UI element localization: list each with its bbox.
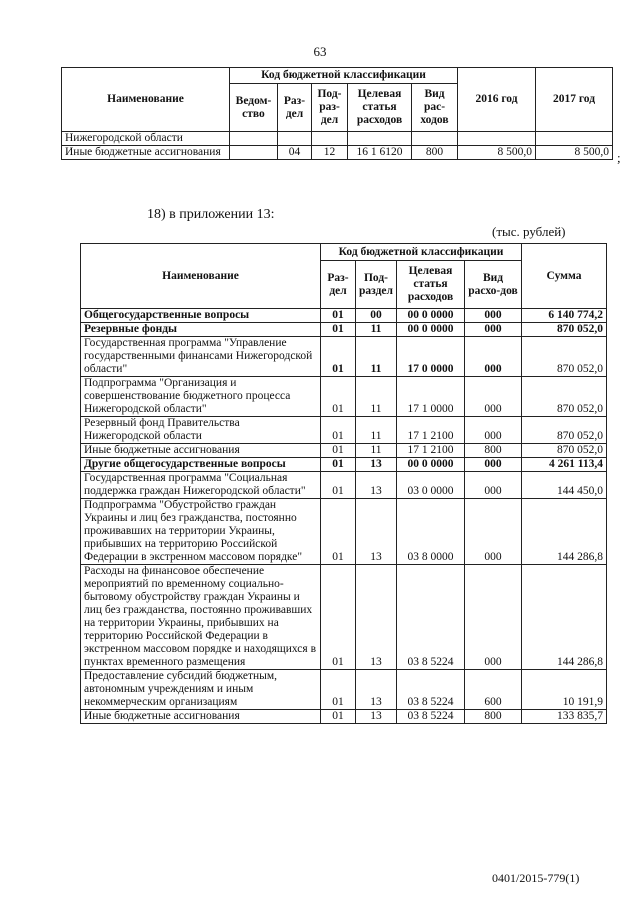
cell-statya: 03 8 0000 [397, 499, 465, 565]
cell-statya: 16 1 6120 [348, 146, 412, 160]
cell-podrazdel [312, 132, 348, 146]
cell-podrazdel: 00 [356, 309, 397, 323]
col-header-podrazdel: Под-раздел [356, 261, 397, 309]
col-header-group: Код бюджетной классификации [230, 68, 458, 84]
cell-podrazdel: 13 [356, 670, 397, 710]
cell-name: Иные бюджетные ассигнования [81, 444, 321, 458]
cell-statya: 17 0 0000 [397, 337, 465, 377]
cell-name: Иные бюджетные ассигнования [81, 710, 321, 724]
cell-podrazdel: 13 [356, 458, 397, 472]
cell-vid: 000 [465, 417, 522, 444]
cell-name: Государственная программа "Социальная поддержка граждан Нижегородской области" [81, 472, 321, 499]
cell-name: Другие общегосударственные вопросы [81, 458, 321, 472]
cell-statya: 17 1 2100 [397, 417, 465, 444]
table-row [81, 337, 607, 377]
cell-summa: 870 052,0 [522, 323, 607, 337]
section-title: 18) в приложении 13: [147, 207, 275, 222]
cell-vid: 800 [465, 710, 522, 724]
col-header-summa: Сумма [522, 244, 607, 309]
cell-vid: 800 [412, 146, 458, 160]
table-row [62, 146, 613, 160]
table-row [81, 377, 607, 417]
cell-vid: 000 [465, 472, 522, 499]
cell-2017 [536, 132, 613, 146]
budget-table-2016-2017 [61, 67, 613, 160]
cell-vid: 000 [465, 377, 522, 417]
semicolon: ; [617, 150, 621, 165]
cell-razdel: 01 [321, 323, 356, 337]
table-row [81, 710, 607, 724]
cell-summa: 4 261 113,4 [522, 458, 607, 472]
cell-2016 [458, 132, 536, 146]
cell-podrazdel: 11 [356, 377, 397, 417]
document-code: 0401/2015-779(1) [492, 871, 580, 885]
cell-statya: 17 1 0000 [397, 377, 465, 417]
col-header-razdel: Раз-дел [278, 84, 312, 132]
cell-podrazdel: 11 [356, 337, 397, 377]
table-row [81, 458, 607, 472]
table-row [81, 565, 607, 670]
table-row [81, 444, 607, 458]
col-header-2017: 2017 год [536, 68, 613, 132]
cell-statya: 03 0 0000 [397, 472, 465, 499]
cell-razdel: 01 [321, 499, 356, 565]
cell-name: Подпрограмма "Обустройство граждан Украины и лиц без гражданства, постоянно проживавших на территории Украины, прибывших на территорию Российской Федерации в экстренном массовом порядке" [81, 499, 321, 565]
table-row [81, 499, 607, 565]
cell-razdel: 01 [321, 337, 356, 377]
cell-vid: 000 [465, 458, 522, 472]
col-header-vid: Вид расхо-дов [465, 261, 522, 309]
cell-summa: 870 052,0 [522, 377, 607, 417]
cell-vid: 000 [465, 565, 522, 670]
cell-statya: 03 8 5224 [397, 670, 465, 710]
cell-vedomstvo [230, 132, 278, 146]
cell-summa: 870 052,0 [522, 444, 607, 458]
col-header-group: Код бюджетной классификации [321, 244, 522, 261]
cell-name: Подпрограмма "Организация и совершенствование бюджетного процесса Нижегородской области" [81, 377, 321, 417]
cell-podrazdel: 11 [356, 323, 397, 337]
col-header-statya: Целевая статья расходов [348, 84, 412, 132]
col-header-name: Наименование [81, 244, 321, 309]
cell-statya: 00 0 0000 [397, 309, 465, 323]
cell-name: Расходы на финансовое обеспечение мероприятий по временному социально-бытовому обустройству граждан Украины и лиц без гражданства, постоянно проживавших на территории Украины, прибывших на территорию Российской Федерации в экстренном массовом порядке и находящихся в пунктах временного размещения [81, 565, 321, 670]
cell-podrazdel: 11 [356, 444, 397, 458]
cell-razdel: 01 [321, 710, 356, 724]
cell-vid: 000 [465, 323, 522, 337]
col-header-name: Наименование [62, 68, 230, 132]
cell-summa: 870 052,0 [522, 337, 607, 377]
cell-vedomstvo [230, 146, 278, 160]
cell-name: Предоставление субсидий бюджетным, автономным учреждениям и иным некоммерческим организациям [81, 670, 321, 710]
table-row [81, 472, 607, 499]
cell-podrazdel: 11 [356, 417, 397, 444]
cell-razdel: 01 [321, 377, 356, 417]
cell-razdel: 04 [278, 146, 312, 160]
cell-razdel [278, 132, 312, 146]
cell-name: Нижегородской области [62, 132, 230, 146]
cell-statya: 03 8 5224 [397, 710, 465, 724]
cell-vid: 000 [465, 309, 522, 323]
cell-vid [412, 132, 458, 146]
table-row [81, 670, 607, 710]
col-header-2016: 2016 год [458, 68, 536, 132]
cell-razdel: 01 [321, 472, 356, 499]
cell-summa: 6 140 774,2 [522, 309, 607, 323]
col-header-razdel: Раз-дел [321, 261, 356, 309]
cell-statya: 00 0 0000 [397, 323, 465, 337]
cell-razdel: 01 [321, 309, 356, 323]
units-label: (тыс. рублей) [492, 224, 566, 239]
cell-summa: 870 052,0 [522, 417, 607, 444]
cell-name: Резервные фонды [81, 323, 321, 337]
cell-summa: 10 191,9 [522, 670, 607, 710]
cell-vid: 800 [465, 444, 522, 458]
table-row [62, 132, 613, 146]
cell-podrazdel: 13 [356, 710, 397, 724]
cell-razdel: 01 [321, 444, 356, 458]
col-header-vid: Вид рас-ходов [412, 84, 458, 132]
cell-razdel: 01 [321, 670, 356, 710]
cell-razdel: 01 [321, 417, 356, 444]
table-row [81, 417, 607, 444]
table-row [81, 309, 607, 323]
cell-name: Иные бюджетные ассигнования [62, 146, 230, 160]
cell-razdel: 01 [321, 458, 356, 472]
cell-podrazdel: 13 [356, 499, 397, 565]
cell-vid: 000 [465, 337, 522, 377]
cell-name: Общегосударственные вопросы [81, 309, 321, 323]
col-header-statya: Целевая статья расходов [397, 261, 465, 309]
cell-statya [348, 132, 412, 146]
cell-summa: 144 450,0 [522, 472, 607, 499]
cell-podrazdel: 13 [356, 565, 397, 670]
cell-summa: 133 835,7 [522, 710, 607, 724]
col-header-vedomstvo: Ведом-ство [230, 84, 278, 132]
page-number: 63 [313, 44, 327, 59]
cell-statya: 17 1 2100 [397, 444, 465, 458]
cell-statya: 03 8 5224 [397, 565, 465, 670]
cell-summa: 144 286,8 [522, 499, 607, 565]
cell-podrazdel: 12 [312, 146, 348, 160]
cell-summa: 144 286,8 [522, 565, 607, 670]
cell-2017: 8 500,0 [536, 146, 613, 160]
cell-podrazdel: 13 [356, 472, 397, 499]
cell-vid: 000 [465, 499, 522, 565]
cell-name: Государственная программа "Управление государственными финансами Нижегородской области" [81, 337, 321, 377]
cell-razdel: 01 [321, 565, 356, 670]
cell-name: Резервный фонд Правительства Нижегородской области [81, 417, 321, 444]
cell-vid: 600 [465, 670, 522, 710]
cell-2016: 8 500,0 [458, 146, 536, 160]
col-header-podrazdel: Под-раз-дел [312, 84, 348, 132]
budget-table-appendix-13 [80, 243, 607, 724]
cell-statya: 00 0 0000 [397, 458, 465, 472]
table-row [81, 323, 607, 337]
